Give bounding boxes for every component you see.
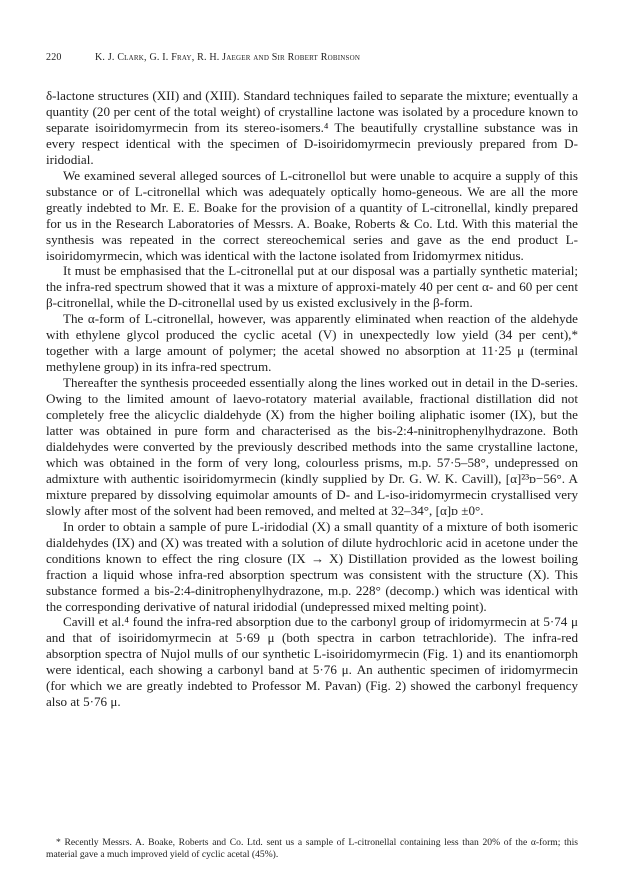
paragraph-3: It must be emphasised that the L-citronellal put at our disposal was a partially synthetic material; the infra-red spectrum showed that it was a mixture of approxi-mately 40 per cent α- and 60 per cent β-citronellal, while the D-citronellal used by us existed exclusively in the β-form.	[46, 263, 578, 311]
page-number: 220	[46, 52, 62, 63]
paragraph-4: The α-form of L-citronellal, however, was apparently eliminated when reaction of the aldehyde with ethylene glycol produced the cyclic acetal (V) in unexpectedly low yield (34 per cent),* together with a large amount of polymer; the acetal showed no absorption at 11·25 μ (terminal methylene group) in its infra-red spectrum.	[46, 311, 578, 375]
footnote-text: * Recently Messrs. A. Boake, Roberts and Co. Ltd. sent us a sample of L-citronellal containing less than 20% of the α-form; this material gave a much improved yield of cyclic acetal (45%).	[46, 837, 578, 861]
page-header	[46, 52, 516, 68]
running-head: K. J. Clark, G. I. Fray, R. H. Jaeger and Sir Robert Robinson	[95, 52, 361, 63]
paragraph-5: Thereafter the synthesis proceeded essentially along the lines worked out in detail in the D-series. Owing to the limited amount of laevo-rotatory material available, fractional distillation did not completely free the alicyclic dialdehyde (X) from the higher boiling aliphatic isomer (IX), but the latter was obtained in pure form and characterised as the bis-2:4-ninitrophenylhydrazone. Both dialdehydes were converted by the previously described methods into the same crystalline lactone, which was obtained in the form of very long, colourless prisms, m.p. 57·5–58°, undepressed on admixture with authentic isoiridomyrmecin (kindly supplied by Dr. G. W. K. Cavill), [α]²³ᴅ−56°. A mixture prepared by dissolving equimolar amounts of D- and L-iso-iridomyrmecin crystallised very slowly after most of the solvent had been removed, and melted at 32–34°, [α]ᴅ ±0°.	[46, 375, 578, 518]
paragraph-2: We examined several alleged sources of L-citronellol but were unable to acquire a supply of this substance or of L-citronellal which was adequately optically homo-geneous. We are all the more greatly indebted to Mr. E. E. Boake for the provision of a quantity of L-citronellal, kindly prepared for us in the Research Laboratories of Messrs. A. Boake, Roberts & Co. Ltd. With this material the synthesis was repeated in the correct stereochemical series and gave as the end product L-isoiridomyrmecin, which was identical with the lactone isolated from Iridomyrmex nitidus.	[46, 167, 578, 263]
paragraph-1: δ-lactone structures (XII) and (XIII). Standard techniques failed to separate the mixture; eventually a quantity (20 per cent of the total weight) of crystalline lactone was isolated by a procedure known to separate isoiridomyrmecin from its stereo-isomers.⁴ The beautifully crystalline substance was in every respect identical with the specimen of D-isoiridomyrmecin previously prepared from D-iridodial.	[46, 88, 578, 167]
footnote	[46, 837, 578, 861]
paragraph-7: Cavill et al.⁴ found the infra-red absorption due to the carbonyl group of iridomyrmecin at 5·74 μ and that of isoiridomyrmecin at 5·69 μ (both spectra in carbon tetrachloride). The infra-red absorption spectra of Nujol mulls of our synthetic L-isoiridomyrmecin (Fig. 1) and its enantiomorph were identical, each showing a carbonyl band at 5·76 μ. An authentic specimen of iridomyrmecin (for which we are greatly indebted to Professor M. Pavan) (Fig. 2) showed the carbonyl frequency also at 5·76 μ.	[46, 614, 578, 710]
paragraph-6: In order to obtain a sample of pure L-iridodial (X) a small quantity of a mixture of both isomeric dialdehydes (IX) and (X) was treated with a solution of dilute hydrochloric acid in acetone under the conditions known to effect the ring closure (IX → X) Distillation provided as the lowest boiling fraction a liquid whose infra-red absorption spectrum was consistent with the structure (X). This substance formed a bis-2:4-dinitrophenylhydrazone, m.p. 228° (decomp.) which was identical with the corresponding derivative of natural iridodial (undepressed mixed melting point).	[46, 518, 578, 614]
body-text	[46, 88, 578, 710]
